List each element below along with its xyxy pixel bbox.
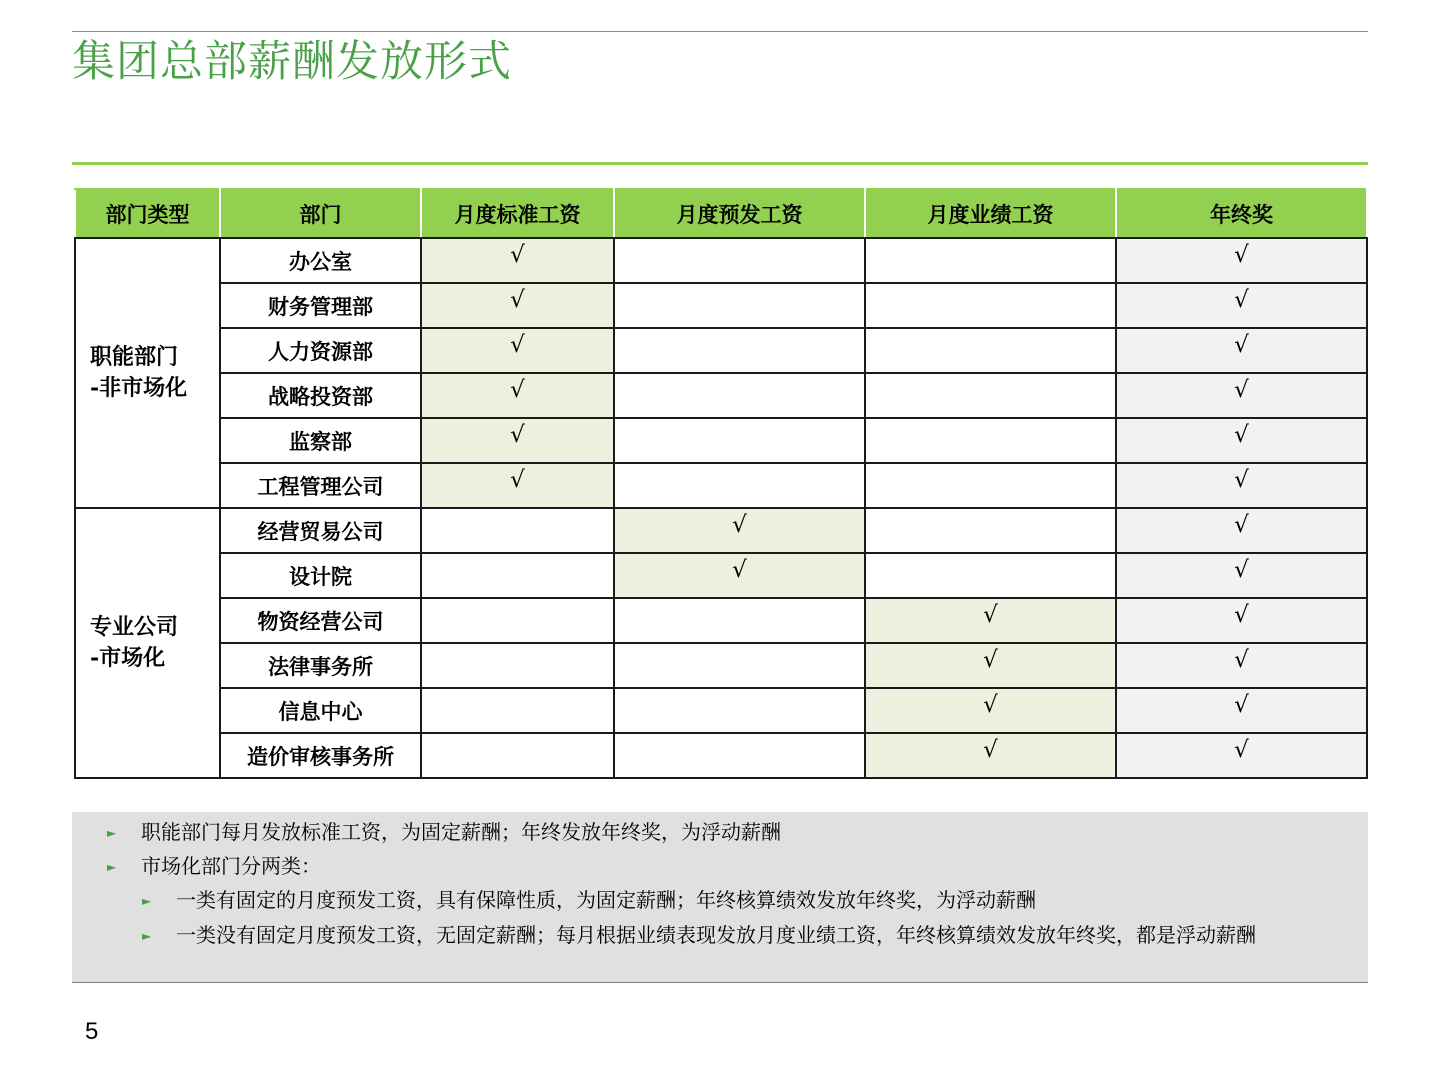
- table-header-row: [75, 189, 1367, 238]
- note-text: 职能部门每月发放标准工资，为固定薪酬；年终发放年终奖，为浮动薪酬: [141, 820, 781, 844]
- table-row: [75, 598, 1367, 643]
- monthly-standard-pay-cell: [421, 283, 614, 328]
- check-mark-icon: √: [1234, 736, 1249, 763]
- dept-name-cell: 战略投资部: [220, 373, 421, 418]
- check-mark-icon: √: [1234, 511, 1249, 538]
- year-end-bonus-cell: [1116, 283, 1367, 328]
- dept-name-cell: 物资经营公司: [220, 598, 421, 643]
- monthly-performance-pay-cell: [865, 418, 1116, 463]
- triangle-bullet-icon: ►: [142, 929, 152, 943]
- slide-title: 集团总部薪酬发放形式: [72, 37, 512, 87]
- table-row: [75, 688, 1367, 733]
- check-mark-icon: √: [1234, 646, 1249, 673]
- dept-type-label: 专业公司: [90, 614, 179, 640]
- check-mark-icon: √: [510, 466, 525, 493]
- dept-name-cell: 设计院: [220, 553, 421, 598]
- dept-name-cell: 财务管理部: [220, 283, 421, 328]
- check-mark-icon: √: [510, 421, 525, 448]
- table-row: [75, 463, 1367, 508]
- check-mark-icon: √: [1234, 286, 1249, 313]
- title-underline: [72, 162, 1368, 165]
- dept-name-cell: 监察部: [220, 418, 421, 463]
- year-end-bonus-cell: [1116, 553, 1367, 598]
- monthly-standard-pay-cell: [421, 463, 614, 508]
- year-end-bonus-cell: [1116, 373, 1367, 418]
- dept-type-cell: [75, 238, 220, 508]
- sub-note-item: [142, 921, 1346, 949]
- year-end-bonus-cell: [1116, 598, 1367, 643]
- monthly-advance-pay-cell: [614, 283, 865, 328]
- monthly-standard-pay-cell: [421, 688, 614, 733]
- dept-name-cell: 人力资源部: [220, 328, 421, 373]
- check-mark-icon: √: [983, 601, 998, 628]
- check-mark-icon: √: [1234, 556, 1249, 583]
- monthly-standard-pay-cell: [421, 733, 614, 778]
- year-end-bonus-cell: [1116, 508, 1367, 553]
- monthly-advance-pay-cell: [614, 688, 865, 733]
- salary-table: [74, 188, 1368, 779]
- table-row: [75, 553, 1367, 598]
- check-mark-icon: √: [1234, 421, 1249, 448]
- table-row: [75, 733, 1367, 778]
- check-mark-icon: √: [510, 286, 525, 313]
- monthly-advance-pay-cell: [614, 598, 865, 643]
- year-end-bonus-cell: [1116, 418, 1367, 463]
- check-mark-icon: √: [1234, 601, 1249, 628]
- year-end-bonus-cell: [1116, 688, 1367, 733]
- monthly-advance-pay-cell: [614, 463, 865, 508]
- table-row: [75, 373, 1367, 418]
- check-mark-icon: √: [510, 241, 525, 268]
- check-mark-icon: √: [1234, 241, 1249, 268]
- triangle-bullet-icon: ►: [107, 826, 117, 840]
- monthly-performance-pay-cell: [865, 373, 1116, 418]
- header-monthly-standard-pay: 月度标准工资: [421, 189, 614, 238]
- monthly-standard-pay-cell: [421, 328, 614, 373]
- table-row: [75, 418, 1367, 463]
- note-text: 一类有固定的月度预发工资，具有保障性质，为固定薪酬；年终核算绩效发放年终奖，为浮动薪酬: [176, 888, 1036, 912]
- monthly-standard-pay-cell: [421, 418, 614, 463]
- note-item: [107, 818, 781, 846]
- check-mark-icon: √: [732, 511, 747, 538]
- dept-type-sublabel: -市场化: [90, 645, 166, 671]
- monthly-advance-pay-cell: [614, 418, 865, 463]
- monthly-performance-pay-cell: [865, 643, 1116, 688]
- monthly-advance-pay-cell: [614, 643, 865, 688]
- dept-name-cell: 造价审核事务所: [220, 733, 421, 778]
- check-mark-icon: √: [1234, 466, 1249, 493]
- monthly-advance-pay-cell: [614, 328, 865, 373]
- monthly-advance-pay-cell: [614, 373, 865, 418]
- check-mark-icon: √: [983, 646, 998, 673]
- monthly-performance-pay-cell: [865, 238, 1116, 283]
- note-text: 市场化部门分两类：: [141, 854, 321, 878]
- dept-name-cell: 信息中心: [220, 688, 421, 733]
- year-end-bonus-cell: [1116, 733, 1367, 778]
- check-mark-icon: √: [732, 556, 747, 583]
- table-row: [75, 328, 1367, 373]
- monthly-performance-pay-cell: [865, 328, 1116, 373]
- header-dept: 部门: [220, 189, 421, 238]
- check-mark-icon: √: [983, 691, 998, 718]
- monthly-standard-pay-cell: [421, 238, 614, 283]
- monthly-performance-pay-cell: [865, 463, 1116, 508]
- note-text: 一类没有固定月度预发工资，无固定薪酬；每月根据业绩表现发放月度业绩工资，年终核算绩效发放年终奖，都是浮动薪酬: [176, 923, 1256, 947]
- check-mark-icon: √: [1234, 376, 1249, 403]
- table-row: [75, 238, 1367, 283]
- monthly-advance-pay-cell: [614, 508, 865, 553]
- check-mark-icon: √: [983, 736, 998, 763]
- dept-name-cell: 办公室: [220, 238, 421, 283]
- table-row: [75, 643, 1367, 688]
- monthly-performance-pay-cell: [865, 598, 1116, 643]
- monthly-advance-pay-cell: [614, 733, 865, 778]
- header-monthly-advance-pay: 月度预发工资: [614, 189, 865, 238]
- monthly-standard-pay-cell: [421, 373, 614, 418]
- monthly-advance-pay-cell: [614, 553, 865, 598]
- triangle-bullet-icon: ►: [142, 894, 152, 908]
- monthly-standard-pay-cell: [421, 553, 614, 598]
- monthly-standard-pay-cell: [421, 598, 614, 643]
- table-row: [75, 508, 1367, 553]
- dept-type-label: 职能部门: [90, 344, 179, 370]
- dept-type-sublabel: -非市场化: [90, 375, 188, 401]
- year-end-bonus-cell: [1116, 643, 1367, 688]
- header-dept-type: 部门类型: [75, 189, 220, 238]
- dept-name-cell: 经营贸易公司: [220, 508, 421, 553]
- monthly-standard-pay-cell: [421, 508, 614, 553]
- check-mark-icon: √: [510, 376, 525, 403]
- monthly-performance-pay-cell: [865, 553, 1116, 598]
- monthly-performance-pay-cell: [865, 688, 1116, 733]
- table-row: [75, 283, 1367, 328]
- monthly-performance-pay-cell: [865, 733, 1116, 778]
- year-end-bonus-cell: [1116, 238, 1367, 283]
- monthly-advance-pay-cell: [614, 238, 865, 283]
- table-body: [75, 238, 1367, 778]
- year-end-bonus-cell: [1116, 463, 1367, 508]
- page-number: 5: [85, 1018, 99, 1045]
- check-mark-icon: √: [1234, 331, 1249, 358]
- dept-name-cell: 法律事务所: [220, 643, 421, 688]
- dept-name-cell: 工程管理公司: [220, 463, 421, 508]
- triangle-bullet-icon: ►: [107, 860, 117, 874]
- monthly-performance-pay-cell: [865, 508, 1116, 553]
- dept-type-cell: [75, 508, 220, 778]
- check-mark-icon: √: [1234, 691, 1249, 718]
- note-item: [107, 852, 321, 880]
- sub-note-item: [142, 886, 1036, 914]
- top-divider: [72, 31, 1368, 32]
- header-monthly-performance-pay: 月度业绩工资: [865, 189, 1116, 238]
- year-end-bonus-cell: [1116, 328, 1367, 373]
- check-mark-icon: √: [510, 331, 525, 358]
- notes-box: [72, 812, 1368, 983]
- monthly-performance-pay-cell: [865, 283, 1116, 328]
- monthly-standard-pay-cell: [421, 643, 614, 688]
- header-year-end-bonus: 年终奖: [1116, 189, 1367, 238]
